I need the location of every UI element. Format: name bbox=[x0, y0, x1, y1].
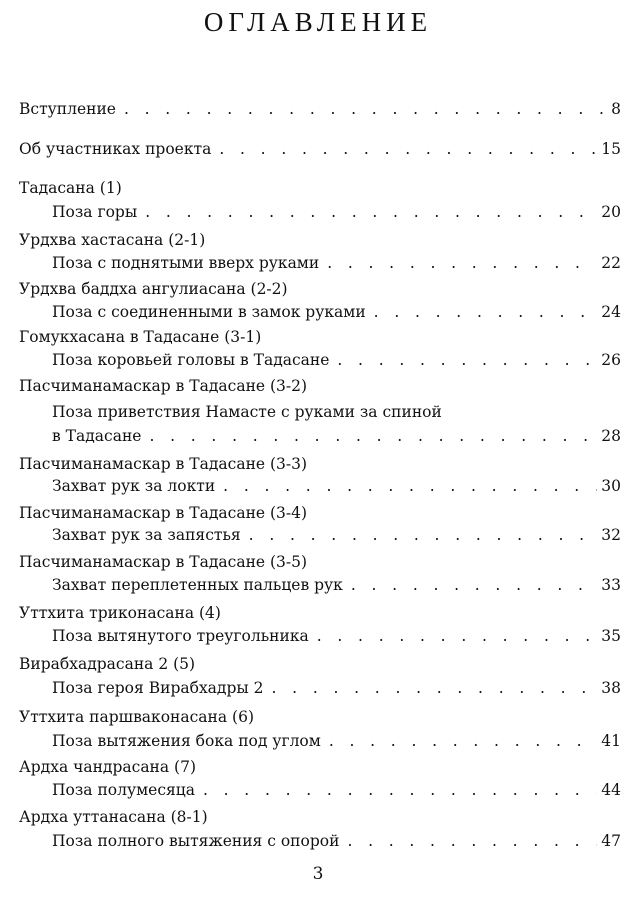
toc-subentry: Поза приветствия Намасте с руками за спиной bbox=[52, 403, 442, 421]
toc-heading[interactable]: Ардха уттанасана (8-1) bbox=[19, 808, 208, 826]
toc-heading[interactable]: Урдхва хастасана (2-1) bbox=[19, 231, 206, 249]
toc-entry[interactable] bbox=[52, 829, 621, 853]
toc-entry[interactable] bbox=[52, 778, 621, 802]
toc-entry-title: Захват рук за локти bbox=[52, 477, 216, 495]
toc-entry[interactable] bbox=[52, 676, 621, 700]
toc-entry[interactable] bbox=[52, 300, 621, 324]
toc-heading[interactable]: Гомукхасана в Тадасане (3-1) bbox=[19, 328, 262, 346]
toc-entry-page: 32 bbox=[601, 526, 621, 544]
toc-entry[interactable] bbox=[52, 523, 621, 547]
toc-entry-intro[interactable] bbox=[19, 97, 621, 121]
toc-heading[interactable]: Пасчиманамаскар в Тадасане (3-3) bbox=[19, 455, 308, 473]
toc-heading[interactable]: Тадасана (1) bbox=[19, 179, 122, 197]
toc-entry-page: 15 bbox=[601, 140, 621, 158]
toc-heading[interactable]: Пасчиманамаскар в Тадасане (3-4) bbox=[19, 504, 308, 522]
toc-entry-page: 24 bbox=[601, 303, 621, 321]
toc-entry-title: в Тадасане bbox=[52, 427, 142, 445]
toc-entry-title: Захват переплетенных пальцев рук bbox=[52, 576, 343, 594]
toc-entry-title: Захват рук за запястья bbox=[52, 526, 241, 544]
toc-entry-page: 8 bbox=[611, 100, 621, 118]
toc-entry-title: Поза вытянутого треугольника bbox=[52, 627, 309, 645]
dot-leader bbox=[272, 676, 598, 700]
toc-heading[interactable]: Уттхита паршваконасана (6) bbox=[19, 708, 255, 726]
dot-leader bbox=[337, 348, 597, 372]
dot-leader bbox=[223, 474, 597, 498]
toc-heading[interactable]: Пасчиманамаскар в Тадасане (3-2) bbox=[19, 377, 308, 395]
toc-entry-page: 47 bbox=[601, 832, 621, 850]
toc-entry[interactable] bbox=[52, 200, 621, 224]
toc-entry-title: Поза полного вытяжения с опорой bbox=[52, 832, 340, 850]
dot-leader bbox=[374, 300, 598, 324]
toc-entry-page: 26 bbox=[601, 351, 621, 369]
toc-entry-title: Поза вытяжения бока под углом bbox=[52, 732, 321, 750]
dot-leader bbox=[351, 573, 597, 597]
toc-entry[interactable] bbox=[52, 474, 621, 498]
toc-entry-title: Поза горы bbox=[52, 203, 138, 221]
toc-entry-page: 33 bbox=[601, 576, 621, 594]
dot-leader bbox=[124, 97, 607, 121]
toc-heading[interactable]: Уттхита триконасана (4) bbox=[19, 604, 221, 622]
toc-entry-page: 30 bbox=[601, 477, 621, 495]
toc-heading[interactable]: Пасчиманамаскар в Тадасане (3-5) bbox=[19, 553, 308, 571]
dot-leader bbox=[145, 200, 597, 224]
page-title: ОГЛАВЛЕНИЕ bbox=[203, 7, 433, 37]
toc-entry[interactable] bbox=[52, 348, 621, 372]
toc-entry-page: 35 bbox=[601, 627, 621, 645]
toc-entry-title: Вступление bbox=[19, 100, 116, 118]
toc-entry-page: 22 bbox=[601, 254, 621, 272]
toc-entry-page: 28 bbox=[601, 427, 621, 445]
dot-leader bbox=[347, 829, 597, 853]
toc-entry[interactable] bbox=[52, 251, 621, 275]
toc-entry-title: Поза с поднятыми вверх руками bbox=[52, 254, 320, 272]
dot-leader bbox=[329, 729, 597, 753]
toc-heading[interactable]: Вирабхадрасана 2 (5) bbox=[19, 655, 196, 673]
dot-leader bbox=[249, 523, 598, 547]
toc-entry[interactable] bbox=[52, 729, 621, 753]
toc-entry-title: Поза героя Вирабхадры 2 bbox=[52, 679, 264, 697]
dot-leader bbox=[327, 251, 597, 275]
toc-entry[interactable] bbox=[52, 624, 621, 648]
dot-leader bbox=[203, 778, 597, 802]
toc-entry-page: 20 bbox=[601, 203, 621, 221]
toc-entry-title: Об участниках проекта bbox=[19, 140, 212, 158]
toc-entry-page: 41 bbox=[601, 732, 621, 750]
toc-heading[interactable]: Урдхва баддха ангулиасана (2-2) bbox=[19, 280, 288, 298]
toc-entry-title: Поза коровьей головы в Тадасане bbox=[52, 351, 330, 369]
toc-entry-title: Поза полумесяца bbox=[52, 781, 195, 799]
dot-leader bbox=[317, 624, 598, 648]
toc-entry-participants[interactable] bbox=[19, 137, 621, 161]
toc-entry[interactable] bbox=[52, 424, 621, 448]
toc-entry-page: 38 bbox=[601, 679, 621, 697]
dot-leader bbox=[149, 424, 597, 448]
toc-entry[interactable] bbox=[52, 573, 621, 597]
page-number: 3 bbox=[312, 864, 324, 884]
dot-leader bbox=[219, 137, 597, 161]
toc-entry-page: 44 bbox=[601, 781, 621, 799]
toc-heading[interactable]: Ардха чандрасана (7) bbox=[19, 758, 197, 776]
toc-entry-title: Поза с соединенными в замок руками bbox=[52, 303, 366, 321]
